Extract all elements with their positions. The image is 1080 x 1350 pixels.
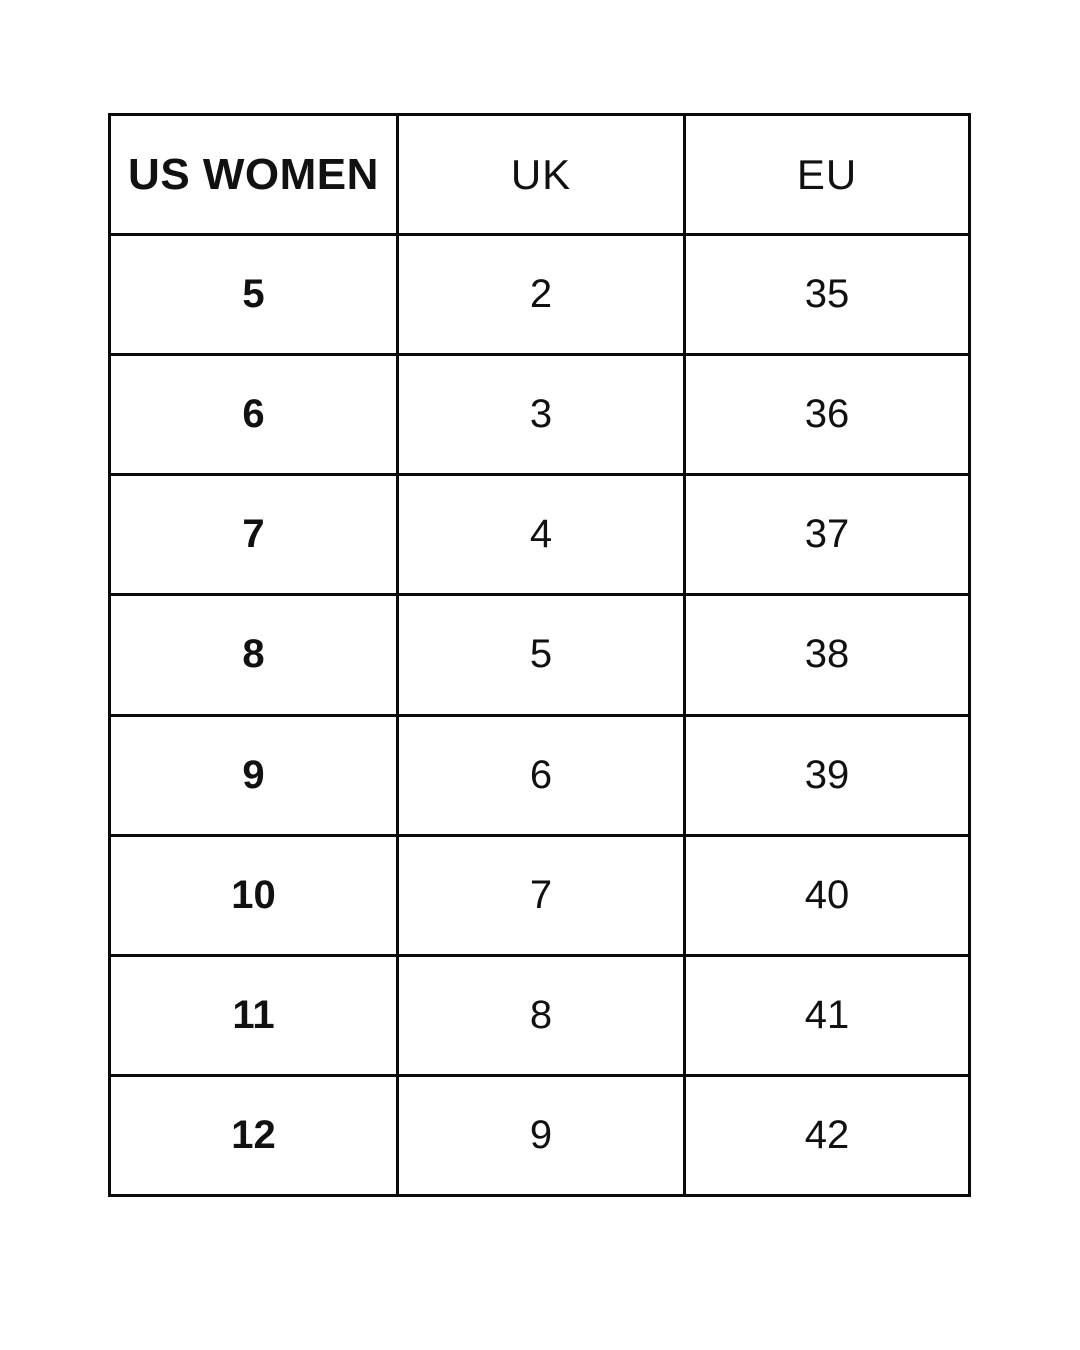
- table-row: [110, 595, 970, 715]
- us-size: 9: [110, 715, 398, 835]
- table-row: [110, 1075, 970, 1195]
- table-row: [110, 475, 970, 595]
- eu-size: 38: [685, 595, 970, 715]
- table-row: [110, 355, 970, 475]
- eu-size: 36: [685, 355, 970, 475]
- header-us-women: US WOMEN: [110, 115, 398, 235]
- table-row: [110, 835, 970, 955]
- us-size: 7: [110, 475, 398, 595]
- eu-size: 42: [685, 1075, 970, 1195]
- us-size: 8: [110, 595, 398, 715]
- us-size: 10: [110, 835, 398, 955]
- uk-size: 5: [398, 595, 685, 715]
- table-row: [110, 715, 970, 835]
- header-row: [110, 115, 970, 235]
- uk-size: 9: [398, 1075, 685, 1195]
- uk-size: 3: [398, 355, 685, 475]
- uk-size: 7: [398, 835, 685, 955]
- uk-size: 4: [398, 475, 685, 595]
- uk-size: 6: [398, 715, 685, 835]
- us-size: 11: [110, 955, 398, 1075]
- size-conversion-table: [108, 113, 971, 1197]
- eu-size: 39: [685, 715, 970, 835]
- header-eu: EU: [685, 115, 970, 235]
- us-size: 12: [110, 1075, 398, 1195]
- us-size: 5: [110, 235, 398, 355]
- table-row: [110, 235, 970, 355]
- us-size: 6: [110, 355, 398, 475]
- uk-size: 2: [398, 235, 685, 355]
- header-uk: UK: [398, 115, 685, 235]
- uk-size: 8: [398, 955, 685, 1075]
- table-row: [110, 955, 970, 1075]
- eu-size: 37: [685, 475, 970, 595]
- eu-size: 41: [685, 955, 970, 1075]
- eu-size: 35: [685, 235, 970, 355]
- eu-size: 40: [685, 835, 970, 955]
